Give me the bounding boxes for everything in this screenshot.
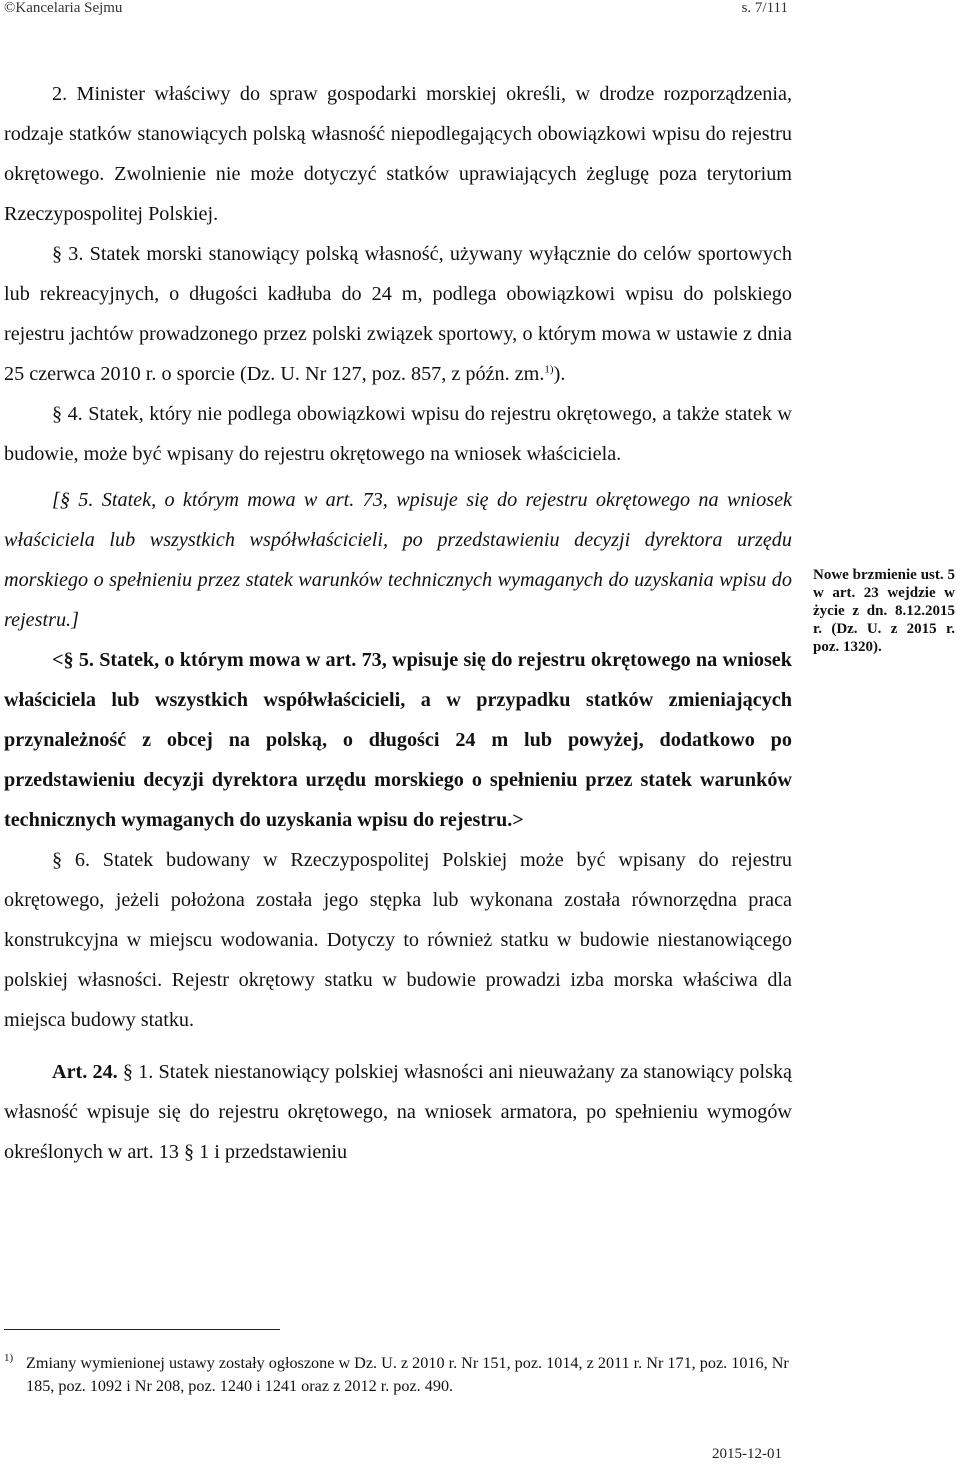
section-sign: §: [52, 849, 63, 871]
paragraph-4-text: 4. Statek, który nie podlega obowiązkowi wpisu do rejestru okrętowego, a także statek w budowie, może być wpisany do rejestru okrętowego na wniosek właściciela.: [4, 403, 792, 465]
section-sign: §: [122, 1061, 134, 1083]
paragraph-3-end: ).: [553, 363, 566, 385]
paragraph-3: [4, 234, 792, 394]
paragraph-6: [4, 840, 792, 1040]
footnote-reference[interactable]: 1): [544, 363, 554, 376]
margin-note: Nowe brzmienie ust. 5 w art. 23 wejdzie w życie z dn. 8.12.2015 r. (Dz. U. z 2015 r. poz. 1320).: [813, 567, 955, 655]
footer-date: 2015-12-01: [712, 1446, 782, 1462]
page-number: s. 7/111: [741, 0, 788, 16]
paragraph-5-new: <§ 5. Statek, o którym mowa w art. 73, wpisuje się do rejestru okrętowego na wniosek właściciela lub wszystkich współwłaścicieli, a w przypadku statków zmieniających przynależność z obcej na polską, o długości 24 m lub powyżej, dodatkowo po przedstawieniu decyzji dyrektora urzędu morskiego o spełnieniu przez statek warunków technicznych wymaganych do uzyskania wpisu do rejestru.>: [4, 649, 792, 831]
footnote: [4, 1352, 794, 1398]
article-24: [4, 1052, 792, 1172]
paragraph-4: [4, 394, 792, 474]
article-label: Art. 24.: [52, 1061, 118, 1083]
page-header: [4, 0, 788, 22]
section-sign: §: [52, 243, 63, 265]
paragraph-6-text: 6. Statek budowany w Rzeczypospolitej Polskiej może być wpisany do rejestru okrętowego, jeżeli położona została jego stępka lub wykonana została równorzędna praca konstrukcyjna w miejscu wodowania. Dotyczy to również statku w budowie niestanowiącego polskiej własności. Rejestr okrętowy statku w budowie prowadzi izba morska właściwa dla miejsca budowy statku.: [4, 849, 792, 1031]
section-sign: §: [52, 403, 63, 425]
footnote-divider: [4, 1329, 280, 1330]
document-body: [4, 74, 792, 1172]
paragraph-2: 2. Minister właściwy do spraw gospodarki morskiej określi, w drodze rozporządzenia, rodzaje statków stanowiących polską własność niepodlegających obowiązkowi wpisu do rejestru okrętowego. Zwolnienie nie może dotyczyć statków uprawiających żeglugę poza terytorium Rzeczypospolitej Polskiej.: [4, 83, 792, 225]
paragraph-3-text: 3. Statek morski stanowiący polską własność, używany wyłącznie do celów sportowych lub rekreacyjnych, o długości kadłuba do 24 m, podlega obowiązkowi wpisu do polskiego rejestru jachtów prowadzonego przez polski związek sportowy, o którym mowa w ustawie z dnia 25 czerwca 2010 r. o sporcie (Dz. U. Nr 127, poz. 857, z późn. zm.: [4, 243, 792, 385]
article-24-text: 1. Statek niestanowiący polskiej własności ani nieuważany za stanowiący polską własność wpisuje się do rejestru okrętowego, na wniosek armatora, po spełnieniu wymogów określonych w art. 13 § 1 i przedstawieniu: [4, 1061, 793, 1163]
paragraph-5-old: [§ 5. Statek, o którym mowa w art. 73, wpisuje się do rejestru okrętowego na wniosek właściciela lub wszystkich współwłaścicieli, po przedstawieniu decyzji dyrektora urzędu morskiego o spełnieniu przez statek warunków technicznych wymaganych do uzyskania wpisu do rejestru.]: [4, 489, 792, 631]
footnote-mark: 1): [4, 1352, 14, 1364]
footnote-text: Zmiany wymienionej ustawy zostały ogłoszone w Dz. U. z 2010 r. Nr 151, poz. 1014, z 2011 r. Nr 171, poz. 1016, Nr 185, poz. 1092 i Nr 208, poz. 1240 i 1241 oraz z 2012 r. poz. 490.: [26, 1354, 789, 1395]
copyright-text: ©Kancelaria Sejmu: [4, 0, 123, 16]
